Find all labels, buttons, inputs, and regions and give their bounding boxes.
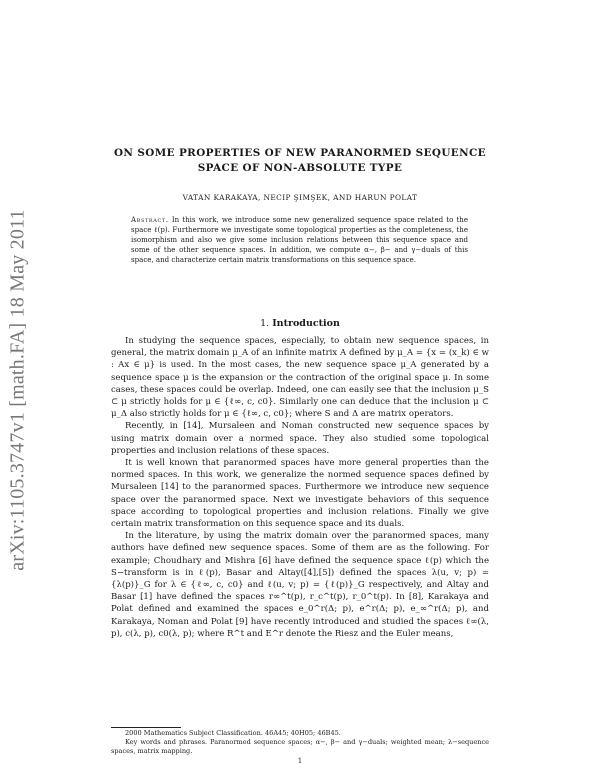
paragraph: In the literature, by using the matrix domain over the paranormed spaces, many authors have defined new sequence spaces. Some of them are as the following. For example; Choudhary and Mishra [6] have defined the sequence space ℓ(p) which the S−transform is in ℓ(p), Basar and Altay([4],[5]) defined the spaces λ(u, v; p) = {λ(p)}_G for λ ∈ {ℓ∞, c, c0} and ℓ(u, v; p) = {ℓ(p)}_G respectively, and Altay and Basar [1] have defined the spaces r∞^t(p), r_c^t(p), r_0^t(p). In [8], Karakaya and Polat defined and examined the spaces e_0^r(Δ; p), e^r(Δ; p), e_∞^r(Δ; p), and Karakaya, Noman and Polat [9] have recently introduced and studied the spaces ℓ∞(λ, p), c(λ, p), c0(λ, p); where R^t and E^r denote the Riesz and the Euler means,: [111, 531, 489, 639]
footnotes: [111, 729, 489, 757]
arxiv-identifier-sidebar: [4, 170, 32, 610]
abstract: [131, 215, 468, 265]
paper-title: [111, 146, 489, 176]
paper-page: [111, 0, 489, 776]
page-number: 1: [297, 757, 303, 765]
paragraph: It is well known that paranormed spaces have more general properties than the normed spaces. In this work, we generalize the normed sequence spaces defined by Mursaleen [14] to the paranormed spaces. Furthermore we introduce new sequence space over the paranormed space. Next we investigate behaviors of this sequence space according to topological properties and inclusion relations. Finally we give certain matrix transformation on this sequence space and its duals.: [111, 458, 489, 530]
author-list: VATAN KARAKAYA, NECIP ŞIMŞEK, AND HARUN POLAT: [182, 193, 418, 202]
footnote-keywords: Key words and phrases. Paranormed sequence spaces; α−, β− and γ−duals; weighted mean; λ−sequence spaces, matrix mapping.: [111, 738, 489, 756]
section-title: Introduction: [272, 318, 340, 329]
footnote-msc: 2000 Mathematics Subject Classification. 46A45; 40H05; 46B45.: [125, 729, 341, 737]
title-line-2: SPACE OF NON-ABSOLUTE TYPE: [197, 162, 403, 174]
abstract-text: In this work, we introduce some new generalized sequence space related to the space ℓ(p). Furthermore we investigate some topological properties as the completeness, the isomorphism and also we give some inclusion relations between this sequence space and some of the other sequence spaces. In addition, we compute α−, β− and γ−duals of this space, and characterize certain matrix transformations on this sequence space.: [131, 215, 468, 264]
body-text: [111, 335, 489, 640]
paragraph: Recently, in [14], Mursaleen and Noman constructed new sequence spaces by using matrix domain over a normed space. They also studied some topological properties and inclusion relations of these spaces.: [111, 421, 489, 456]
section-number: 1.: [260, 318, 270, 329]
title-line-1: ON SOME PROPERTIES OF NEW PARANORMED SEQUENCE: [113, 147, 487, 159]
arxiv-stamp-text: arXiv:1105.3747v1 [math.FA] 18 May 2011: [6, 209, 29, 571]
paragraph: In studying the sequence spaces, especially, to obtain new sequence spaces, in general, the matrix domain μ_A of an infinite matrix A defined by μ_A = {x = (x_k) ∈ w : Ax ∈ μ} is used. In the most cases, the new sequence space μ_A generated by a sequence space μ is the expansion or the contraction of the original space μ. In some cases, these spaces could be overlap. Indeed, one can easily see that the inclusion μ_S ⊂ μ strictly holds for μ ∈ {ℓ∞, c, c0}. Similarly one can deduce that the inclusion μ ⊂ μ_Δ also strictly holds for μ ∈ {ℓ∞, c, c0}; where S and Δ are matrix operators.: [111, 336, 489, 420]
abstract-heading: Abstract.: [131, 215, 169, 224]
footnote-rule: [111, 727, 181, 728]
section-heading: [111, 318, 489, 329]
